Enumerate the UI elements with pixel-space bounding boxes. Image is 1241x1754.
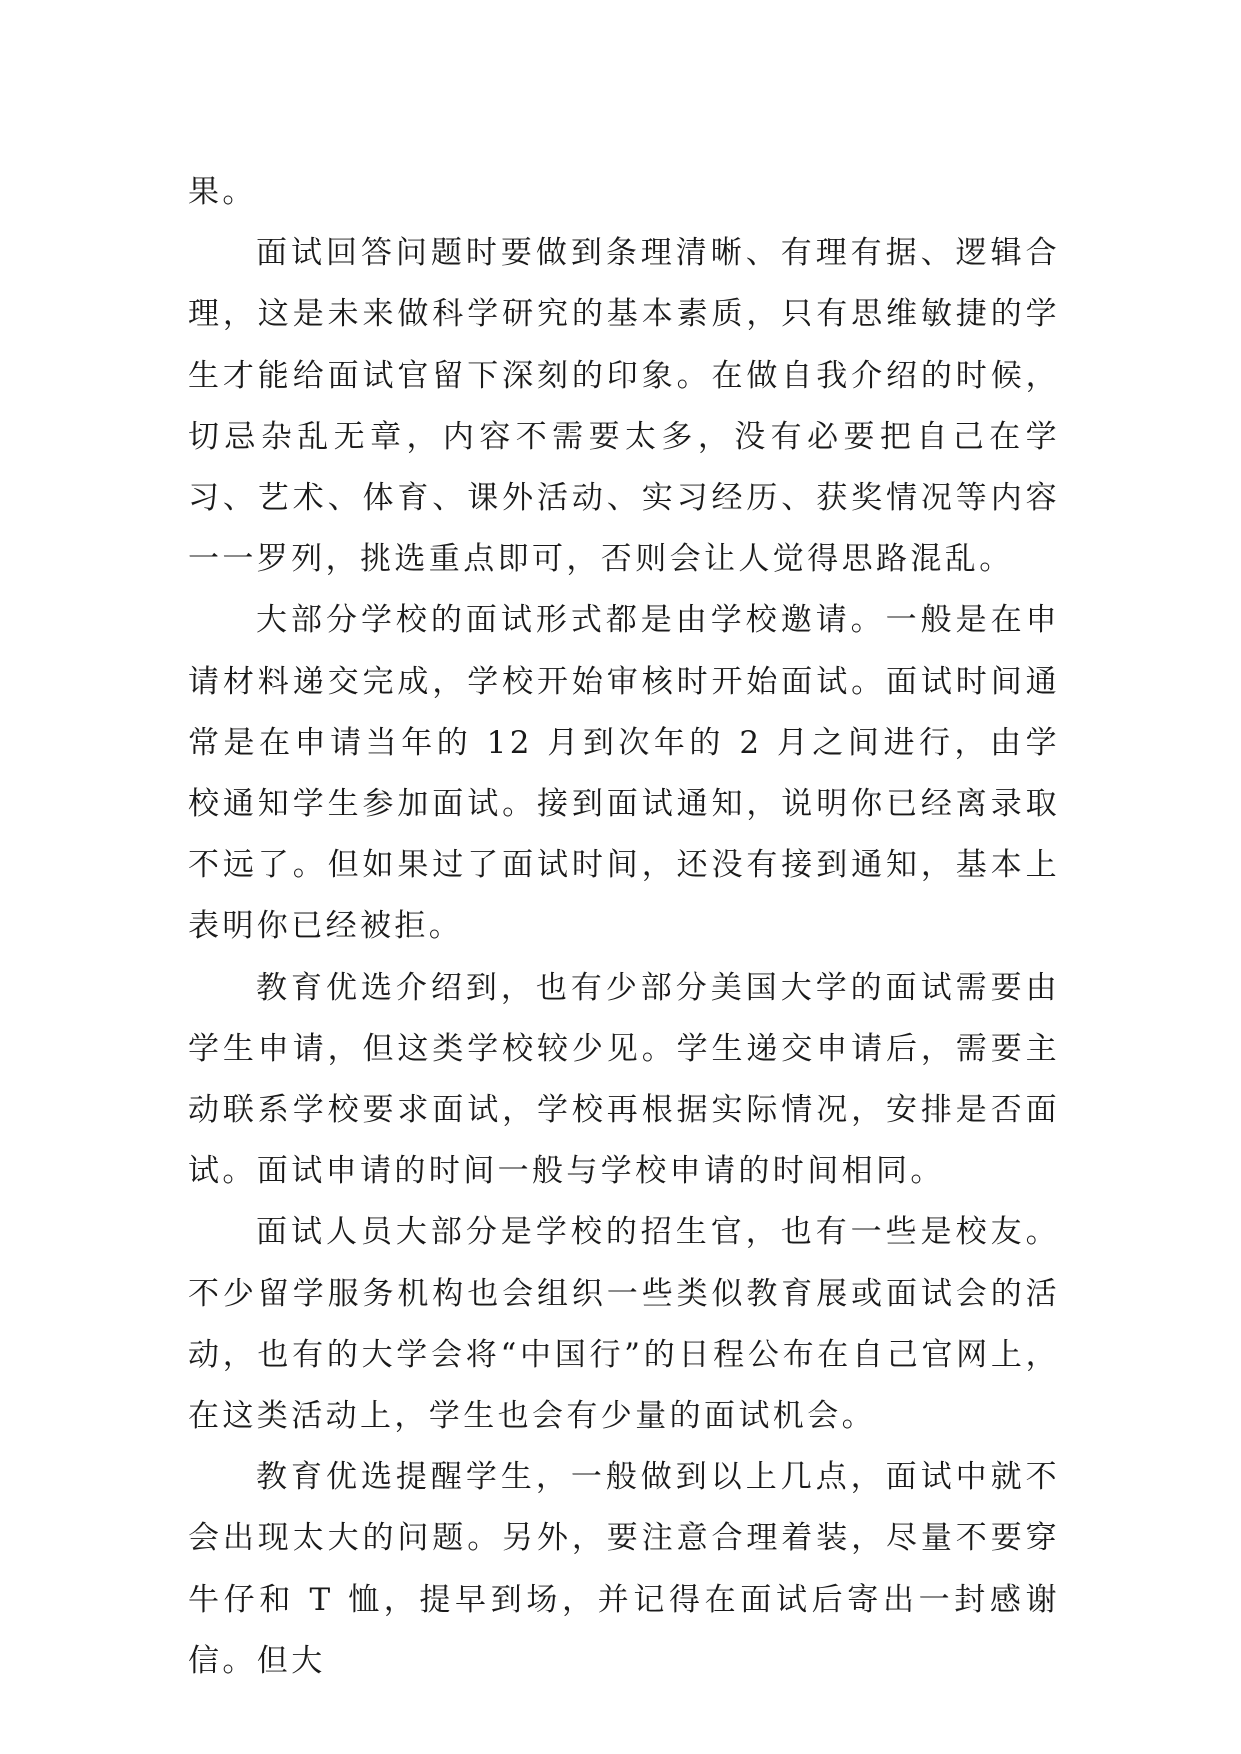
- paragraph-interviewers: 面试人员大部分是学校的招生官，也有一些是校友。不少留学服务机构也会组织一些类似教育展或面试会的活动，也有的大学会将“中国行”的日程公布在自己官网上，在这类活动上，学生也会有少量的面试机会。: [188, 1214, 1060, 1435]
- paragraph-reminder: 教育优选提醒学生，一般做到以上几点，面试中就不会出现太大的问题。另外，要注意合理着装，尽量不要穿牛仔和 T 恤，提早到场，并记得在面试后寄出一封感谢信。但大: [188, 1459, 1060, 1679]
- paragraph-continuation: 果。: [188, 174, 257, 210]
- paragraph-student-request: 教育优选介绍到，也有少部分美国大学的面试需要由学生申请，但这类学校较少见。学生递交申请后，需要主动联系学校要求面试，学校再根据实际情况，安排是否面试。面试申请的时间一般与学校申请的时间相同。: [188, 969, 1060, 1190]
- document-body: [188, 162, 1060, 1692]
- paragraph-answer-logic: 面试回答问题时要做到条理清晰、有理有据、逻辑合理，这是未来做科学研究的基本素质，只有思维敏捷的学生才能给面试官留下深刻的印象。在做自我介绍的时候，切忌杂乱无章，内容不需要太多，没有必要把自己在学习、艺术、体育、课外活动、实习经历、获奖情况等内容一一罗列，挑选重点即可，否则会让人觉得思路混乱。: [188, 235, 1060, 578]
- paragraph-school-invitation: 大部分学校的面试形式都是由学校邀请。一般是在申请材料递交完成，学校开始审核时开始面试。面试时间通常是在申请当年的 12 月到次年的 2 月之间进行，由学校通知学生参加面试。接到面试通知，说明你已经离录取不远了。但如果过了面试时间，还没有接到通知，基本上表明你已经被拒。: [188, 602, 1060, 945]
